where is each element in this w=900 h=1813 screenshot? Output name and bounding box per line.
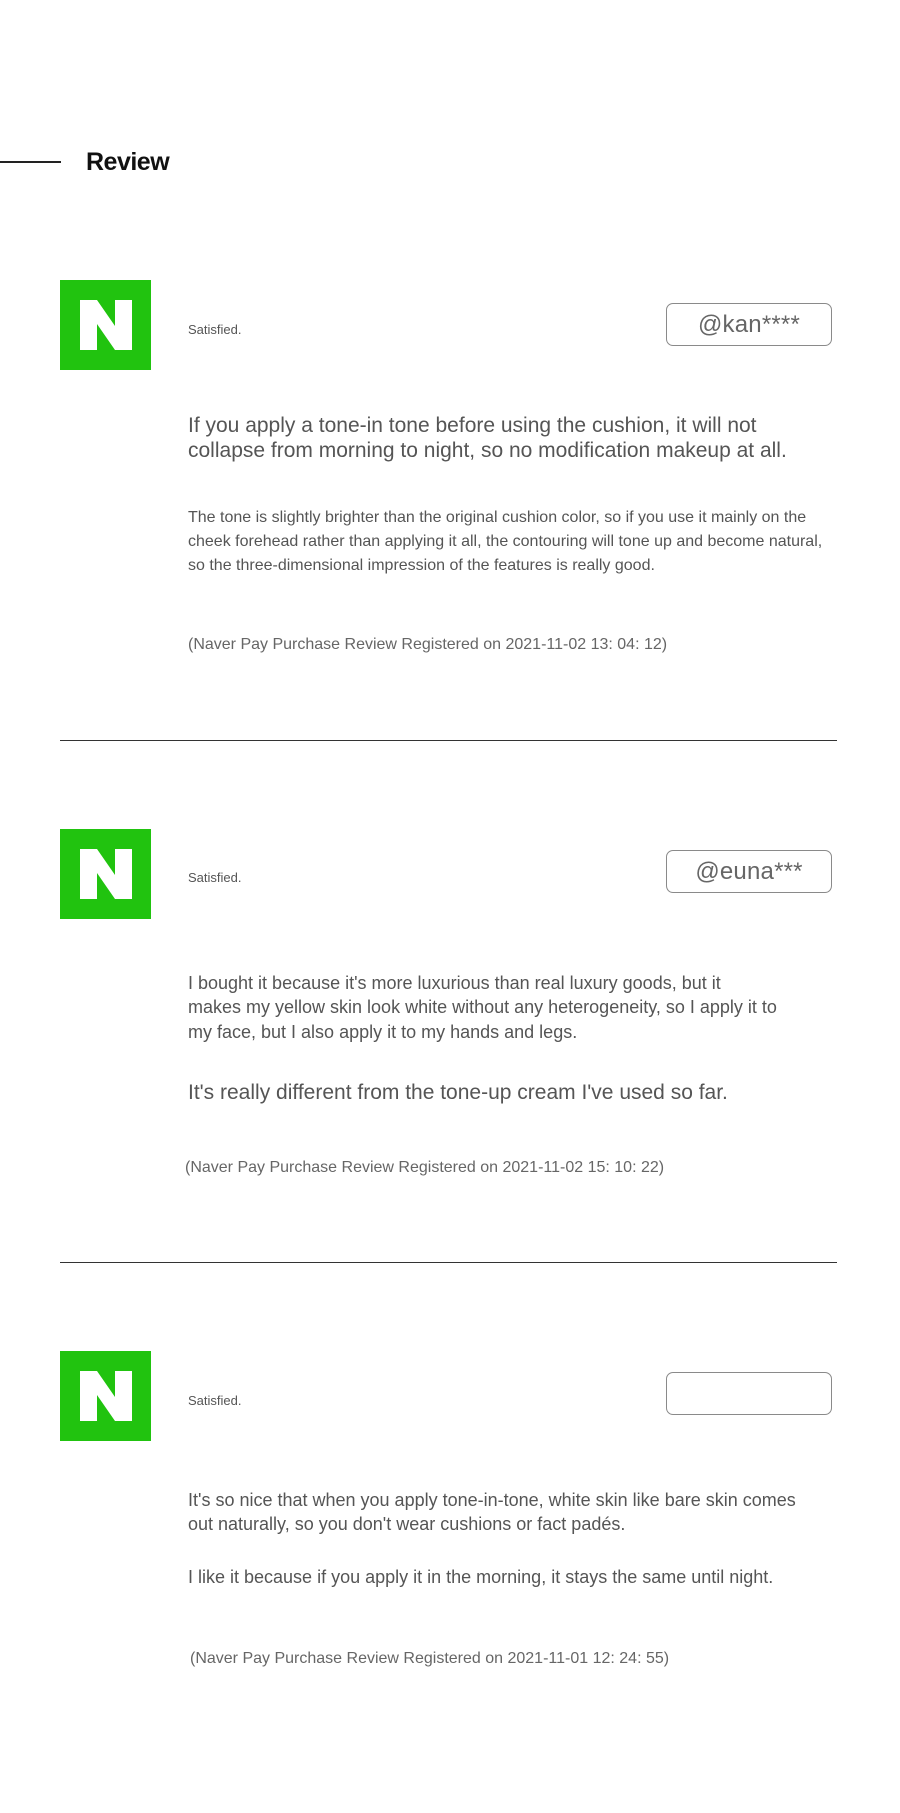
naver-n-icon bbox=[80, 849, 132, 899]
naver-n-icon bbox=[80, 1371, 132, 1421]
review-paragraph: If you apply a tone-in tone before using the cushion, it will not collapse from morning to night, so no modification makeup at all. bbox=[188, 414, 787, 463]
review-meta: (Naver Pay Purchase Review Registered on 2021-11-02 13: 04: 12) bbox=[188, 636, 668, 653]
review-divider bbox=[60, 1262, 837, 1263]
section-title: Review bbox=[86, 148, 170, 176]
review-paragraph: I like it because if you apply it in the morning, it stays the same until night. bbox=[188, 1567, 774, 1587]
review-paragraph: I bought it because it's more luxurious than real luxury goods, but it makes my yellow skin look white without any heterogeneity, so I apply it to my face, but I also apply it to my hands and legs. bbox=[188, 973, 777, 1042]
review-paragraph: It's so nice that when you apply tone-in-tone, white skin like bare skin comes out naturally, so you don't wear cushions or fact padés. bbox=[188, 1490, 796, 1535]
naver-n-icon bbox=[80, 300, 132, 350]
rating-text: Satisfied. bbox=[188, 1393, 242, 1408]
review-paragraph: It's really different from the tone-up cream I've used so far. bbox=[188, 1081, 728, 1104]
naver-logo-icon bbox=[60, 280, 151, 370]
rating-text: Satisfied. bbox=[188, 870, 242, 885]
reviewer-id-badge bbox=[666, 1372, 832, 1415]
review-meta: (Naver Pay Purchase Review Registered on 2021-11-02 15: 10: 22) bbox=[185, 1159, 665, 1176]
naver-logo-icon bbox=[60, 829, 151, 919]
naver-logo-icon bbox=[60, 1351, 151, 1441]
reviewer-id-badge: @euna*** bbox=[666, 850, 832, 893]
review-paragraph: The tone is slightly brighter than the original cushion color, so if you use it mainly on the cheek forehead rather than applying it all, the contouring will tone up and become natural, so the three-dimensional impression of the features is really good. bbox=[188, 509, 823, 574]
review-meta: (Naver Pay Purchase Review Registered on 2021-11-01 12: 24: 55) bbox=[190, 1650, 670, 1667]
reviewer-id-badge: @kan**** bbox=[666, 303, 832, 346]
review-divider bbox=[60, 740, 837, 741]
header-rule bbox=[0, 161, 61, 163]
rating-text: Satisfied. bbox=[188, 322, 242, 337]
